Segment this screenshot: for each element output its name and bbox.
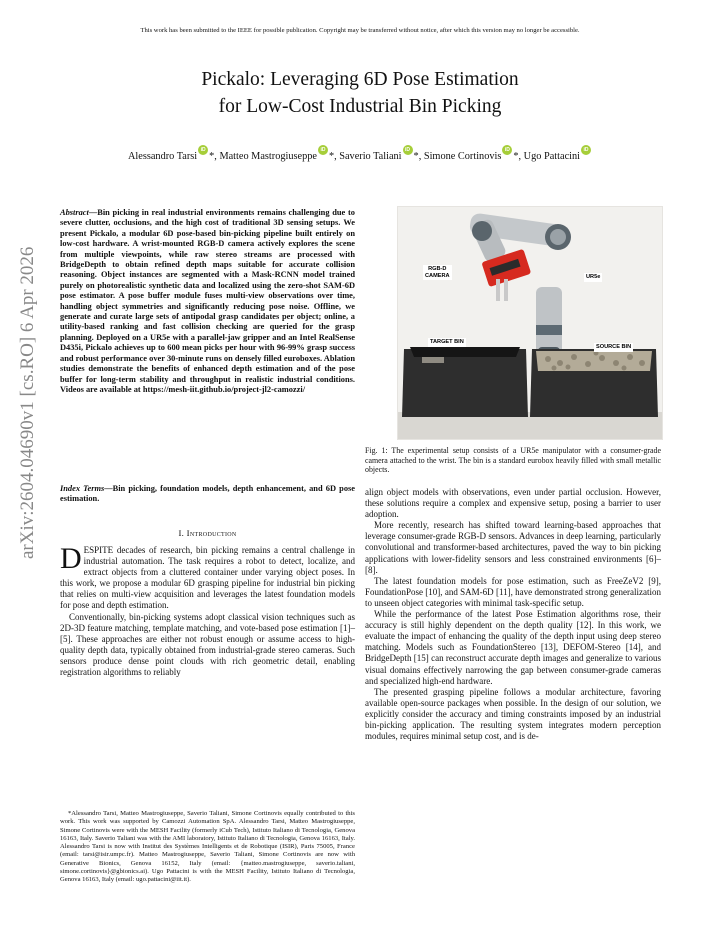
ur5e-label: UR5e: [586, 274, 601, 280]
author-name: Saverio Taliani: [339, 151, 402, 162]
orcid-icon[interactable]: [581, 145, 591, 155]
copyright-notice: This work has been submitted to the IEEE for possible publication. Copyright may be transferred without notice, after which this version may no longer be accessible.: [140, 27, 580, 34]
paragraph: More recently, research has shifted toward learning-based approaches that leverage consumer-grade RGB-D sensors. Advances in deep learning, particularly convolutional and transformer-based architectures, paved the way to bin picking applications with lower-fidelity sensors and less constrained environments [6]–[8].: [365, 520, 661, 575]
figure-caption: Fig. 1: The experimental setup consists of a UR5e manipulator with a consumer-grade camera attached to the wrist. The bin is a standard eurobox heavily filled with small metallic objects.: [365, 446, 661, 475]
author-name: Alessandro Tarsi: [127, 151, 198, 162]
orcid-icon[interactable]: [502, 145, 512, 155]
right-column-text: [365, 487, 661, 742]
author-name: Simone Cortinovis: [423, 151, 502, 162]
drop-cap: D: [60, 542, 82, 575]
author-separator: *,: [328, 151, 340, 162]
paragraph: The presented grasping pipeline follows a modular architecture, favoring available open-source packages when possible. In the design of our solution, we explicitly consider the accuracy and timing constraints imposed by an industrial bin-picking application. The resulting system integrates modern perception modules, requires minimal setup cost, and is de-: [365, 686, 661, 742]
target-bin: [402, 347, 528, 417]
intro-text: [60, 542, 355, 678]
paragraph: align object models with observations, even under partial occlusion. However, these solutions require a complex and expensive setup, posing a barrier to user adoption.: [365, 487, 661, 520]
title-line-1: Pickalo: Leveraging 6D Pose Estimation: [201, 69, 519, 90]
orcid-icon[interactable]: [403, 145, 413, 155]
author-separator: *,: [413, 151, 424, 162]
footnote: [60, 810, 355, 885]
section-heading: I. Introduction: [178, 528, 237, 538]
orcid-icon[interactable]: [198, 145, 208, 155]
author-separator: *,: [209, 151, 220, 162]
author-separator: *,: [513, 151, 524, 162]
paper-title: [0, 66, 720, 120]
paragraph: The latest foundation models for pose estimation, such as FreeZeV2 [9], FoundationPose [10], and SAM-6D [11], have demonstrated strong generalization to unseen object categories with minimal task-specific setup.: [365, 575, 661, 608]
author-list: [0, 145, 720, 162]
footnote-text: *Alessandro Tarsi, Matteo Mastrogiuseppe, Saverio Taliani, Simone Cortinovis equally contributed to this work. This work was supported by Camozzi Automation SpA. Alessandro Tarsi, Matteo Mastrogiuseppe, Simone Cortinovis were with the MESH Facility (formerly iCub Tech), Istituto Italiano di Tecnologia, Genova 16163, Italy. Saverio Taliani was with the AMI laboratory, Istituto Italiano di Tecnologia, Genova 16163, Italy. Alessandro Tarsi is now with Institut des Systèmes Intelligents et de Robotique (ISIR), Paris 75005, France (email: tarsi@isir.umpc.fr). Matteo Mastrogiuseppe, Saverio Taliani, Simone Cortinovis are now with Generative Bionics, Genova 16152, Italy (email: {matteo.mastrogiuseppe, saverio.taliani, simone.cortinovis}@gbionics.ai). Ugo Pattacini is with the MESH Facility, Istituto Italiano di Tecnologia, Genova 16163, Italy (email: ugo.pattacini@iit.it).: [60, 810, 355, 884]
arxiv-stamp: arXiv:2604.04690v1 [cs.RO] 6 Apr 2026: [17, 246, 38, 559]
intro-paragraph-2: Conventionally, bin-picking systems adopt classical vision techniques such as 2D-3D feature matching, template matching, and vote-based pose estimation [1]–[5]. These approaches are either not robust enough or assume access to high-quality depth data, typically obtained from industrial-grade stereo cameras. Such sensors produce dense point clouds with rich geometric detail, enabling registration algorithms to reliably: [60, 611, 355, 678]
intro-paragraph-1: ESPITE decades of research, bin picking remains a central challenge in industrial automation. The task requires a robot to detect, localize, and extract objects from a cluttered container under varying object poses. In this work, we propose a modular 6D grasping pipeline for industrial bin picking that relies on multi-view acquisition and leverages the latest foundation models for pose and depth estimation.: [60, 545, 355, 611]
source-bin-label: SOURCE BIN: [596, 344, 632, 350]
camera-label: RGB-D CAMERA: [425, 266, 450, 279]
paragraph: While the performance of the latest Pose Estimation algorithms rose, their accuracy is still highly dependent on the depth quality [12]. In this work, we evaluate the impact of enhancing the quality of the depth input using deep stereo matching. Models such as FoundationStereo [13], DEFOM-Stereo [14], and BridgeDepth [15] can reconstruct accurate depth images and generalize to various visual domains effectively narrowing the gap between consumer-grade cameras and specialized high-end hardware.: [365, 609, 661, 686]
author-name: Matteo Mastrogiuseppe: [219, 151, 317, 162]
abstract-label: Abstract: [60, 208, 89, 217]
abstract-text: —Bin picking in real industrial environments remains challenging due to severe clutter, occlusions, and the high cost of traditional 3D sensing setups. We present Pickalo, a modular 6D pose-based bin-picking pipeline built entirely on low-cost hardware. A wrist-mounted RGB-D camera actively explores the scene from multiple viewpoints, while raw stereo streams are processed with BridgeDepth to obtain refined depth maps suitable for accurate collision reasoning. Object instances are segmented with a Mask-RCNN model trained purely on photorealistic synthetic data and localized using the zero-shot SAM-6D pose estimator. A pose buffer module fuses multi-view observations over time, handling object symmetries and significantly reducing pose noise. Offline, we generate and curate large sets of antipodal grasp candidates per object; online, a utility-based ranking and fast collision checking are queried for the grasp planning. Deployed on a UR5e with a parallel-jaw gripper and an Intel RealSense D435i, Pickalo achieves up to 600 mean picks per hour with 96-99% grasp success and robust performance over 30-minute runs on densely filled euroboxes. Ablation studies demonstrate the benefits of enhanced depth estimation and of the pose buffer for long-term stability and throughput in realistic industrial conditions. Videos are available at https://mesh-iit.github.io/project-jl2-camozzi/: [60, 208, 355, 394]
figure-1-photo: [397, 206, 663, 440]
orcid-icon[interactable]: [318, 145, 328, 155]
title-line-2: for Low-Cost Industrial Bin Picking: [218, 96, 502, 117]
setup-illustration: [398, 207, 662, 439]
index-terms-text: —Bin picking, foundation models, depth enhancement, and 6D pose estimation.: [60, 484, 355, 504]
abstract: [60, 208, 355, 395]
index-terms-label: Index Terms: [60, 484, 105, 493]
author-name: Ugo Pattacini: [523, 151, 581, 162]
target-bin-label: TARGET BIN: [430, 339, 464, 345]
index-terms: [60, 484, 355, 505]
source-bin: [530, 349, 658, 417]
